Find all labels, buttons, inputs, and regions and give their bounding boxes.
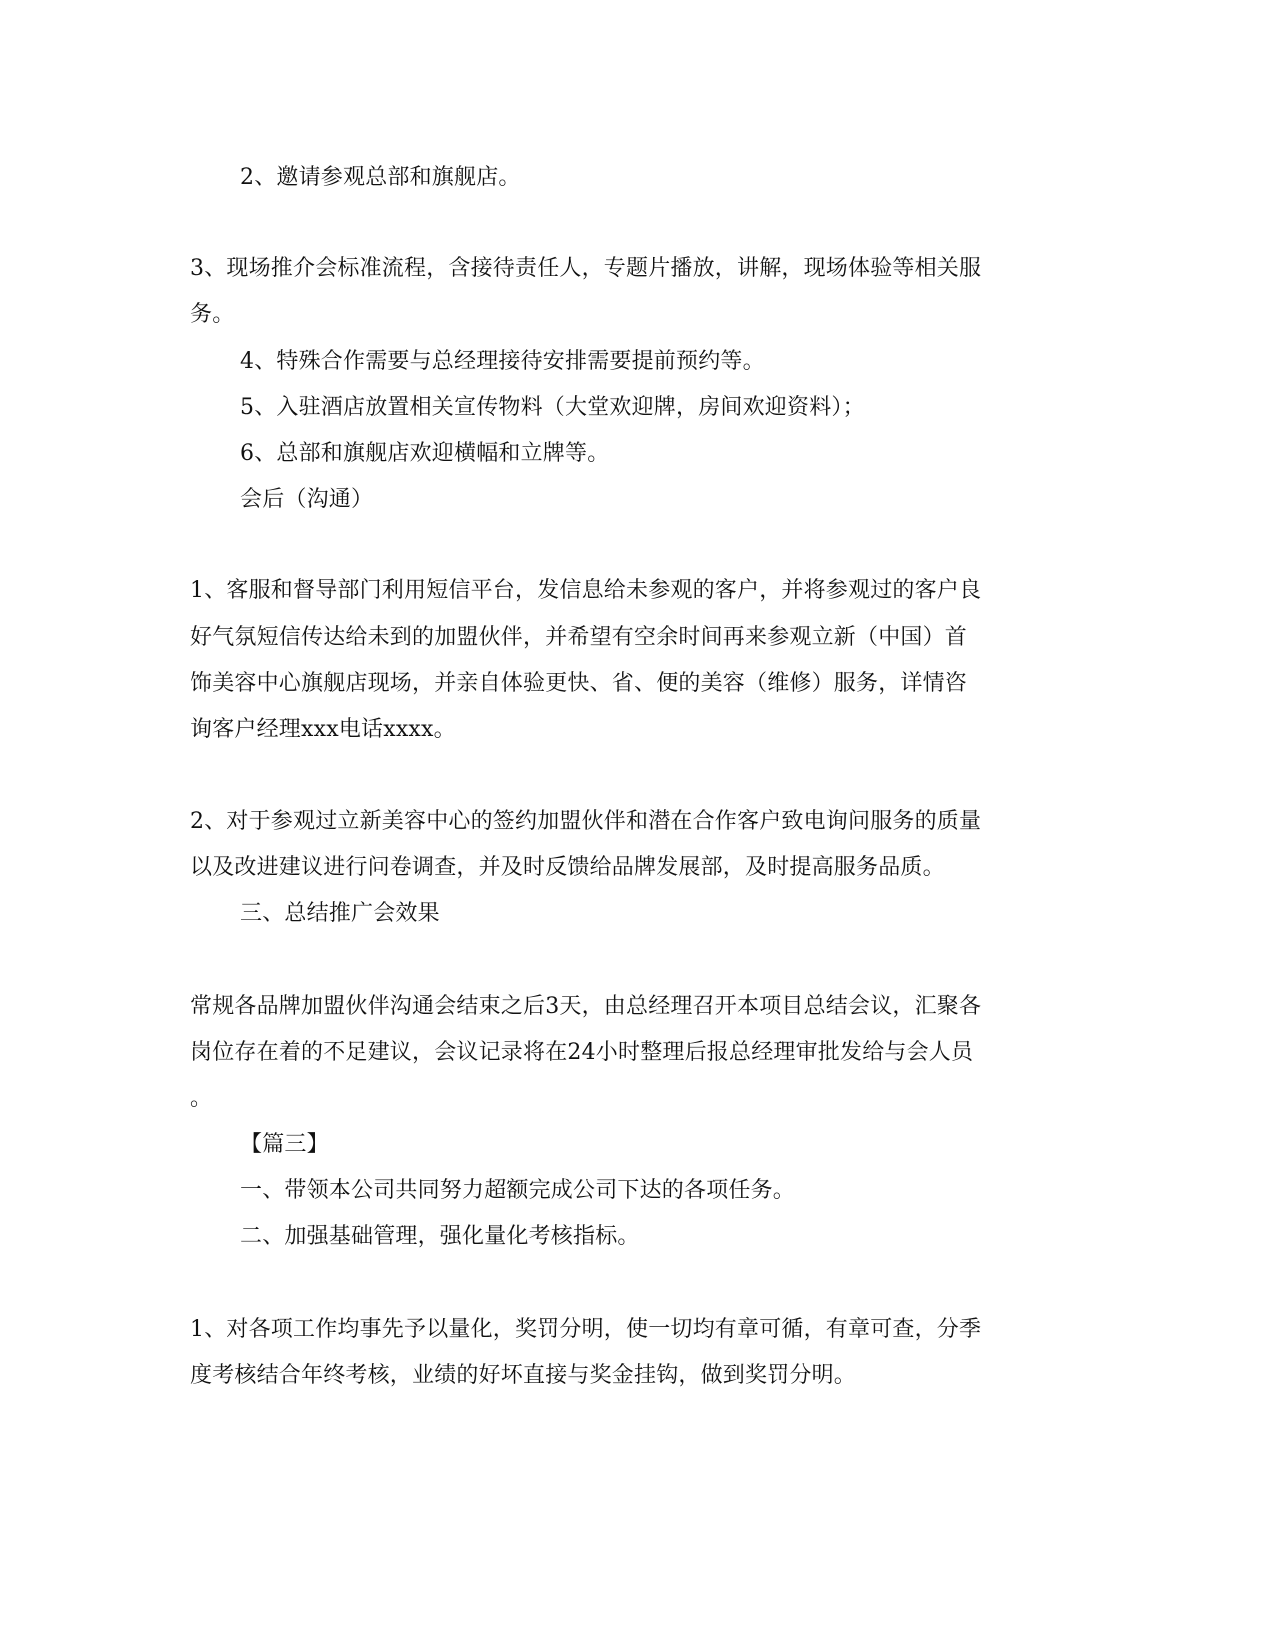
section-heading: 【篇三】 [240,1132,329,1157]
paragraph-line: 5、入驻酒店放置相关宣传物料（大堂欢迎牌，房间欢迎资料）； [240,395,865,420]
paragraph-line: 4、特殊合作需要与总经理接待安排需要提前预约等。 [240,349,765,374]
paragraph-line: 2、对于参观过立新美容中心的签约加盟伙伴和潜在合作客户致电询问服务的质量 [190,809,982,834]
paragraph-line: 6、总部和旗舰店欢迎横幅和立牌等。 [240,441,610,466]
paragraph-line: 以及改进建议进行问卷调查，并及时反馈给品牌发展部，及时提高服务品质。 [190,855,945,880]
paragraph-line: 。 [190,1086,213,1111]
section-heading: 会后（沟通） [240,487,374,512]
paragraph-line: 3、现场推介会标准流程，含接待责任人，专题片播放，讲解，现场体验等相关服 [190,256,982,281]
paragraph-line: 询客户经理xxx电话xxxx。 [190,717,456,742]
paragraph-line: 饰美容中心旗舰店现场，并亲自体验更快、省、便的美容（维修）服务，详情咨 [190,671,968,696]
paragraph-line: 好气氛短信传达给未到的加盟伙伴，并希望有空余时间再来参观立新（中国）首 [190,625,968,650]
paragraph-line: 2、邀请参观总部和旗舰店。 [240,165,521,190]
paragraph-line: 岗位存在着的不足建议，会议记录将在24小时整理后报总经理审批发给与会人员 [190,1040,974,1065]
section-heading: 三、总结推广会效果 [240,901,440,926]
paragraph-line: 务。 [190,302,235,327]
paragraph-line: 二、加强基础管理，强化量化考核指标。 [240,1224,640,1249]
paragraph-line: 1、客服和督导部门利用短信平台，发信息给未参观的客户，并将参观过的客户良 [190,578,982,603]
paragraph-line: 一、带领本公司共同努力超额完成公司下达的各项任务。 [240,1178,796,1203]
paragraph-line: 1、对各项工作均事先予以量化，奖罚分明，使一切均有章可循，有章可查，分季 [190,1317,982,1342]
paragraph-line: 常规各品牌加盟伙伴沟通会结束之后3天，由总经理召开本项目总结会议，汇聚各 [190,994,982,1019]
paragraph-line: 度考核结合年终考核，业绩的好坏直接与奖金挂钩，做到奖罚分明。 [190,1363,857,1388]
